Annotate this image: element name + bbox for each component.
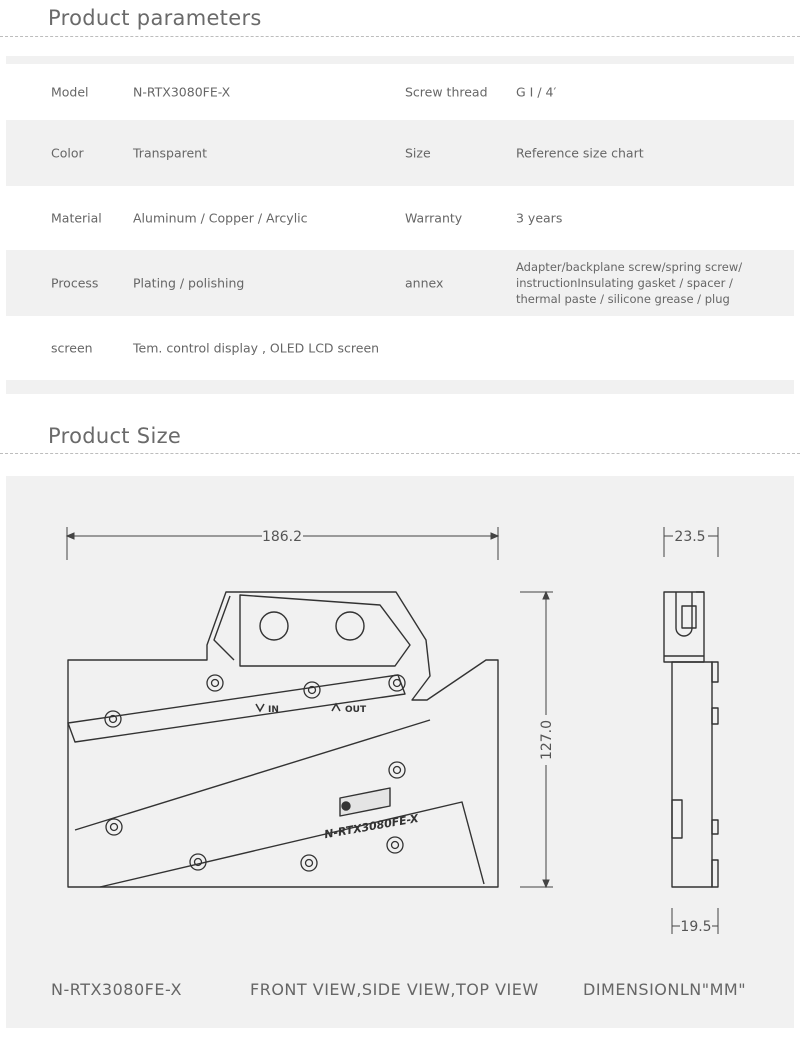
param-value: Aluminum / Copper / Arcylic [133,210,308,226]
footer-views: FRONT VIEW,SIDE VIEW,TOP VIEW [250,980,539,999]
param-value: G I / 4′ [516,84,557,100]
front-view-block [68,592,498,887]
param-value: Plating / polishing [133,275,245,291]
param-key: annex [405,275,444,291]
size-title: Product Size [48,424,182,448]
width-label: 186.2 [261,529,303,545]
param-value: 3 years [516,210,563,226]
top-thickness-label: 23.5 [674,529,706,545]
footer-unit: DIMENSIONLN"MM" [583,980,747,999]
parameters-title: Product parameters [48,6,262,30]
param-value: Tem. control display , OLED LCD screen [133,340,380,356]
param-key: Size [405,145,431,161]
param-key: Material [51,210,102,226]
param-key: Model [51,84,89,100]
footer-model: N-RTX3080FE-X [51,980,182,999]
inlet-label: IN [268,705,279,715]
inlet-arrow-icon [256,704,264,711]
side-view-block [664,592,718,887]
param-key: screen [51,340,93,356]
param-value: Adapter/backplane screw/spring screw/ instructionInsulating gasket / spacer / thermal paste / silicone grease / plug [516,260,743,306]
param-key: Screw thread [405,84,488,100]
param-key: Color [51,145,84,161]
param-value: Reference size chart [516,145,644,161]
param-value: Transparent [133,145,208,161]
height-label: 127.0 [539,719,555,761]
param-key: Process [51,275,99,291]
param-key: Warranty [405,210,463,226]
param-value: N-RTX3080FE-X [133,84,231,100]
bottom-thickness-label: 19.5 [680,919,712,935]
model-plate-label: N-RTX3080FE-X [323,811,420,842]
outlet-label: OUT [345,705,367,715]
